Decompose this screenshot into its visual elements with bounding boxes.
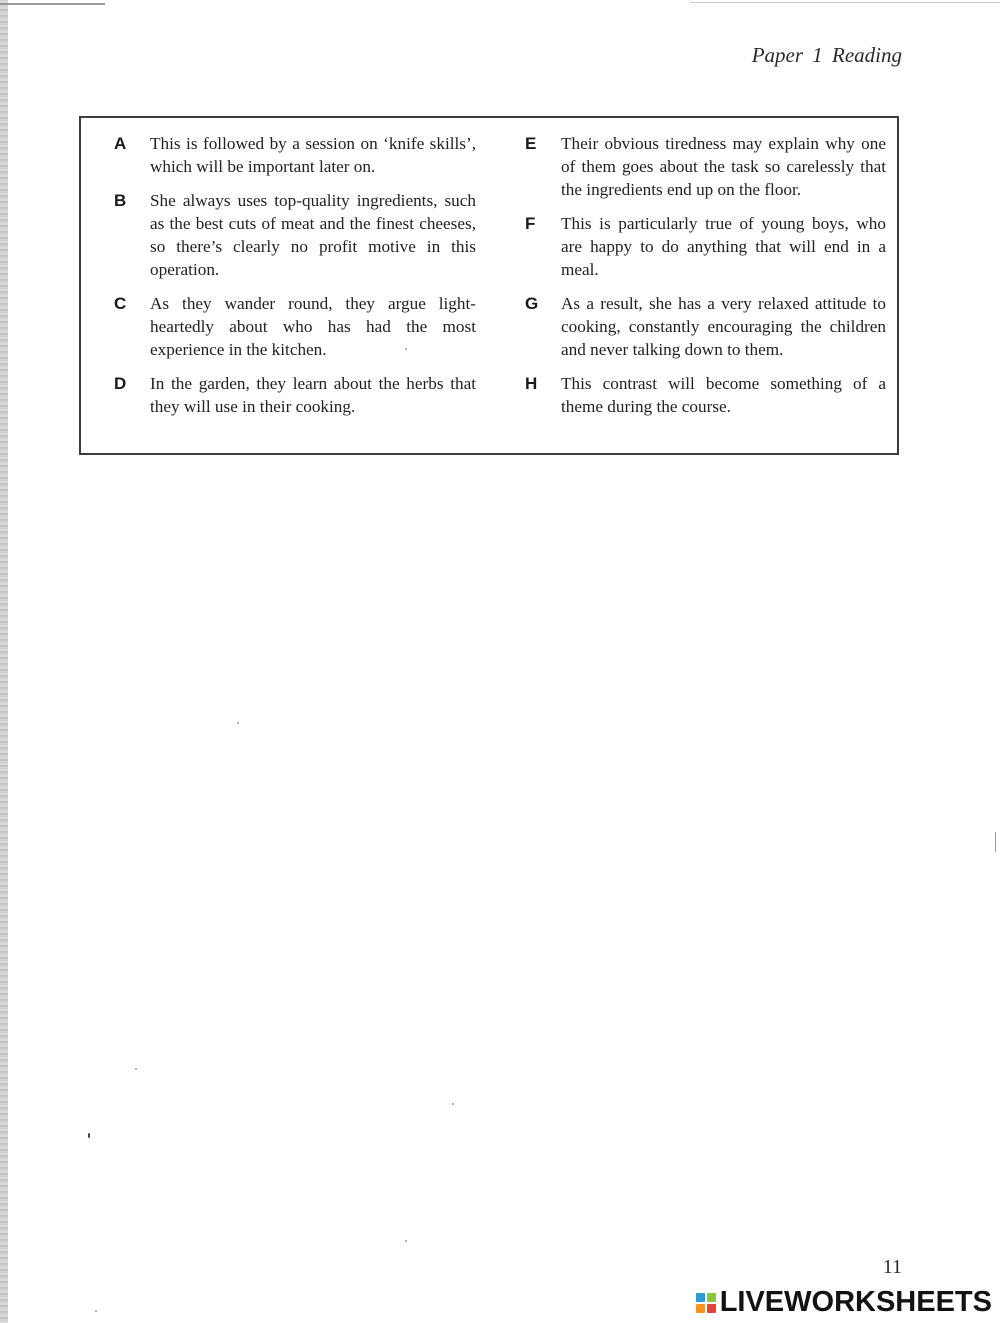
scan-speck xyxy=(88,1133,90,1138)
option-d xyxy=(114,372,476,418)
options-box xyxy=(79,116,899,455)
liveworksheets-watermark xyxy=(696,1286,992,1319)
scan-speck xyxy=(995,832,996,852)
option-text: As a result, she has a very relaxed attitude to cooking, constantly encouraging the children and never talking down to them. xyxy=(561,294,886,359)
logo-square xyxy=(707,1304,716,1313)
scan-speck xyxy=(405,348,407,350)
option-b xyxy=(114,189,476,281)
logo-square xyxy=(696,1293,705,1302)
options-column-right xyxy=(525,132,886,429)
scan-speck xyxy=(237,722,239,724)
option-letter: C xyxy=(114,294,127,313)
option-letter: E xyxy=(525,134,537,153)
watermark-text: LIVEWORKSHEETS xyxy=(719,1286,992,1318)
option-letter: B xyxy=(114,191,127,210)
option-c xyxy=(114,292,476,361)
option-text: She always uses top-quality ingredients, such as the best cuts of meat and the finest cheeses, so there’s clearly no profit motive in this operation. xyxy=(150,191,476,279)
option-text: This is particularly true of young boys, who are happy to do anything that will end in a meal. xyxy=(561,214,886,279)
top-rule xyxy=(690,2,1000,3)
option-text: This contrast will become something of a theme during the course. xyxy=(561,374,886,416)
scan-speck xyxy=(95,1310,97,1312)
logo-square xyxy=(707,1293,716,1302)
page-number: 11 xyxy=(882,1256,902,1278)
scan-speck xyxy=(452,1103,454,1105)
option-letter: A xyxy=(114,134,127,153)
option-letter: H xyxy=(525,374,538,393)
option-letter: G xyxy=(525,294,539,313)
option-text: In the garden, they learn about the herbs that they will use in their cooking. xyxy=(150,374,476,416)
page-binding-edge xyxy=(0,0,8,1323)
option-text: This is followed by a session on ‘knife skills’, which will be important later on. xyxy=(150,134,476,176)
option-letter: F xyxy=(525,214,536,233)
scan-speck xyxy=(135,1068,137,1070)
option-a xyxy=(114,132,476,178)
option-f xyxy=(525,212,886,281)
option-letter: D xyxy=(114,374,127,393)
scan-speck xyxy=(405,1240,407,1242)
option-h xyxy=(525,372,886,418)
top-rule xyxy=(0,3,105,5)
liveworksheets-logo-icon xyxy=(696,1293,716,1313)
option-g xyxy=(525,292,886,361)
options-column-left xyxy=(114,132,476,429)
option-e xyxy=(525,132,886,201)
option-text: Their obvious tiredness may explain why one of them goes about the task so carelessly that the ingredients end up on the floor. xyxy=(561,134,886,199)
logo-square xyxy=(696,1304,705,1313)
running-header: Paper 1 Reading xyxy=(751,43,902,67)
option-text: As they wander round, they argue light-heartedly about who has had the most experience in the kitchen. xyxy=(150,294,476,359)
